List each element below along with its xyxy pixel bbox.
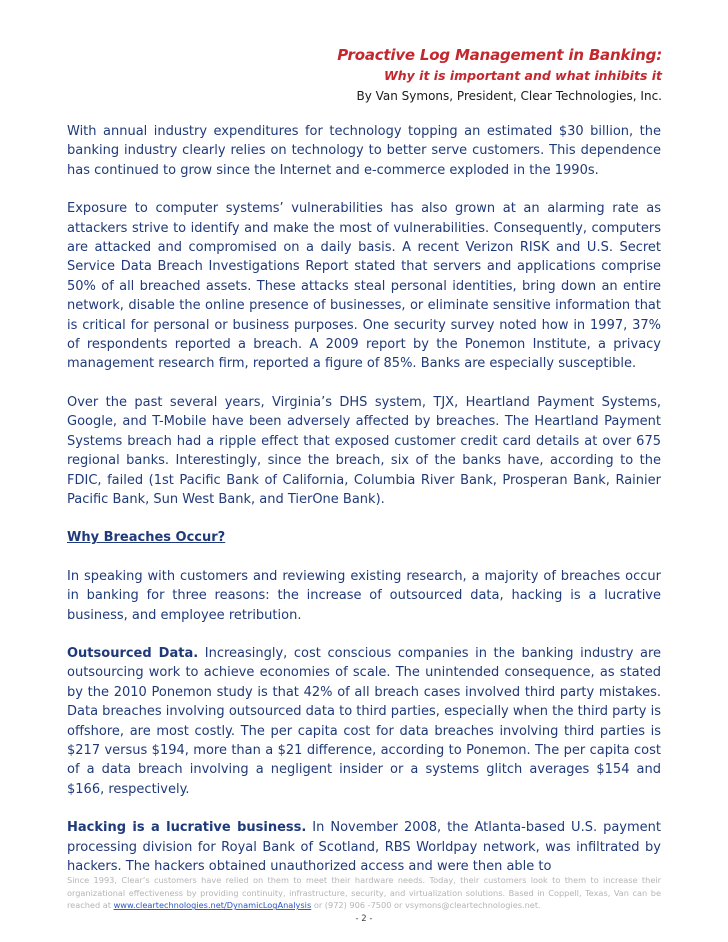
paragraph-hacking	[67, 818, 661, 876]
paragraph-outsourced	[67, 644, 661, 799]
outsourced-text: Increasingly, cost conscious companies in the banking industry are outsourcing work to achieve economies of scale. The unintended consequence, as stated by the 2010 Ponemon study is that 42% of all breach cases involved third party mistakes. Data breaches involving outsourced data to third parties, especially when the third party is offshore, are most costly. The per capita cost for data breaches involving third parties is $217 versus $194, more than a $21 difference, according to Ponemon. The per capita cost of a data breach involving a negligent insider or a systems glitch averages $154 and $166, respectively.	[67, 645, 662, 797]
footer-text: Since 1993, Clear’s customers have relied on them to meet their hardware needs. Today, their customers look to them to increase their organizational effectiveness by providing continuity, infrastructure, security, and virtualization solutions. Based in Coppell, Texas, Van can be reached at	[67, 875, 661, 911]
footer-link[interactable]: www.cleartechnologies.net/DynamicLogAnalysis	[113, 900, 312, 911]
hacking-text: In November 2008, the Atlanta-based U.S. payment processing division for Royal Bank of Scotland, RBS Worldpay network, was infiltrated by hackers. The hackers obtained unauthorized access and were then able to	[67, 820, 661, 874]
footer-contact: or (972) 906 -7500 or vsymons@cleartechnologies.net.	[311, 900, 541, 911]
paragraph-reasons: In speaking with customers and reviewing existing research, a majority of breaches occur in banking for three reasons: the increase of outsourced data, hacking is a lucrative business, and employee retribution.	[67, 568, 661, 623]
section-heading: Why Breaches Occur?	[67, 530, 226, 546]
document-title: Proactive Log Management in Banking:	[337, 46, 662, 64]
page-footer	[67, 874, 661, 912]
page-number: - 2 -	[355, 914, 373, 924]
document-subtitle: Why it is important and what inhibits it	[384, 68, 662, 83]
article-body	[67, 122, 661, 895]
document-header	[337, 44, 662, 106]
paragraph-breaches: Over the past several years, Virginia’s DHS system, TJX, Heartland Payment Systems, Google, and T-Mobile have been adversely affected by breaches. The Heartland Payment Systems breach had a ripple effect that exposed customer credit card details at over 675 regional banks. Interestingly, since the breach, six of the banks have, according to the FDIC, failed (1st Pacific Bank of California, Columbia River Bank, Prosperan Bank, Rainier Pacific Bank, Sun West Bank, and TierOne Bank).	[67, 394, 661, 507]
author-byline: By Van Symons, President, Clear Technologies, Inc.	[356, 89, 662, 103]
paragraph-exposure: Exposure to computer systems’ vulnerabilities has also grown at an alarming rate as attackers strive to identify and make the most of vulnerabilities. Consequently, computers are attacked and compromised on a daily basis. A recent Verizon RISK and U.S. Secret Service Data Breach Investigations Report stated that servers and applications comprise 50% of all breached assets. These attacks steal personal identities, bring down an entire network, disable the online presence of businesses, or eliminate sensitive information that is critical for personal or business purposes. One security survey noted how in 1997, 37% of respondents reported a breach. A 2009 report by the Ponemon Institute, a privacy management research firm, reported a figure of 85%. Banks are especially susceptible.	[67, 201, 661, 372]
outsourced-lead: Outsourced Data.	[67, 645, 199, 661]
paragraph-intro: With annual industry expenditures for technology topping an estimated $30 billion, the banking industry clearly relies on technology to better serve customers. This dependence has continued to grow since the Internet and e-commerce exploded in the 1990s.	[67, 124, 661, 178]
hacking-lead: Hacking is a lucrative business.	[67, 820, 307, 836]
